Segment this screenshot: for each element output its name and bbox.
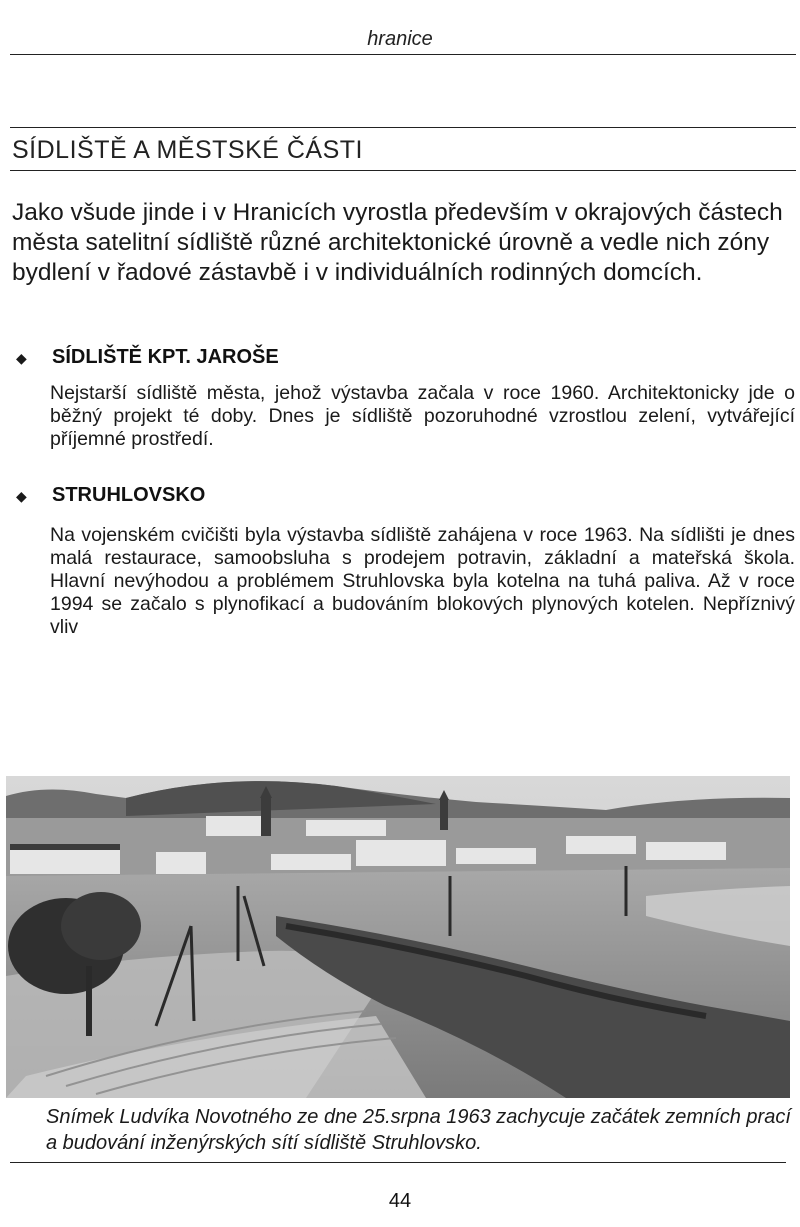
subsection-text-struhlovsko: Na vojenském cvičišti byla výstavba sídliště zahájena v roce 1963. Na sídlišti je dnes malá restaurace, samoobsluha s prodejem potravin, základní a mateřská škola. Hlavní nevýhodou a problémem Struhlovska byla kotelna na tuhá paliva. Až v roce 1994 se začalo s plynofikací a budováním blokových plynových kotelen. Nepříznivý vliv [50,524,795,638]
section-title: SÍDLIŠTĚ A MĚSTSKÉ ČÁSTI [12,136,363,164]
section-top-rule [10,127,796,128]
footer-rule [10,1162,786,1163]
page-number: 44 [388,1190,412,1212]
bullet-diamond-icon: ◆ [16,488,27,504]
section-bottom-rule [10,170,796,171]
intro-paragraph: Jako všude jinde i v Hranicích vyrostla především v okrajových částech města satelitní sídliště různé architektonické úrovně a vedle nich zóny bydlení v řadové zástavbě i v individuálních rodinných domcích. [12,199,783,286]
running-header: hranice [367,28,433,50]
photo-caption: Snímek Ludvíka Novotného ze dne 25.srpna 1963 zachycuje začátek zemních prací a budování inženýrských sítí sídliště Struhlovsko. [46,1106,791,1154]
bullet-diamond-icon: ◆ [16,350,27,366]
photo-landscape-illustration [6,776,790,1098]
subsection-title-jarose: SÍDLIŠTĚ KPT. JAROŠE [52,346,279,368]
subsection-text-jarose: Nejstarší sídliště města, jehož výstavba začala v roce 1960. Architektonicky jde o běžný projekt té doby. Dnes je sídliště pozoruhodné vzrostlou zelení, vytvářející příjemné prostředí. [50,382,795,450]
header-rule [10,54,796,55]
historical-photo [6,776,790,1098]
subsection-title-struhlovsko: STRUHLOVSKO [52,484,206,506]
